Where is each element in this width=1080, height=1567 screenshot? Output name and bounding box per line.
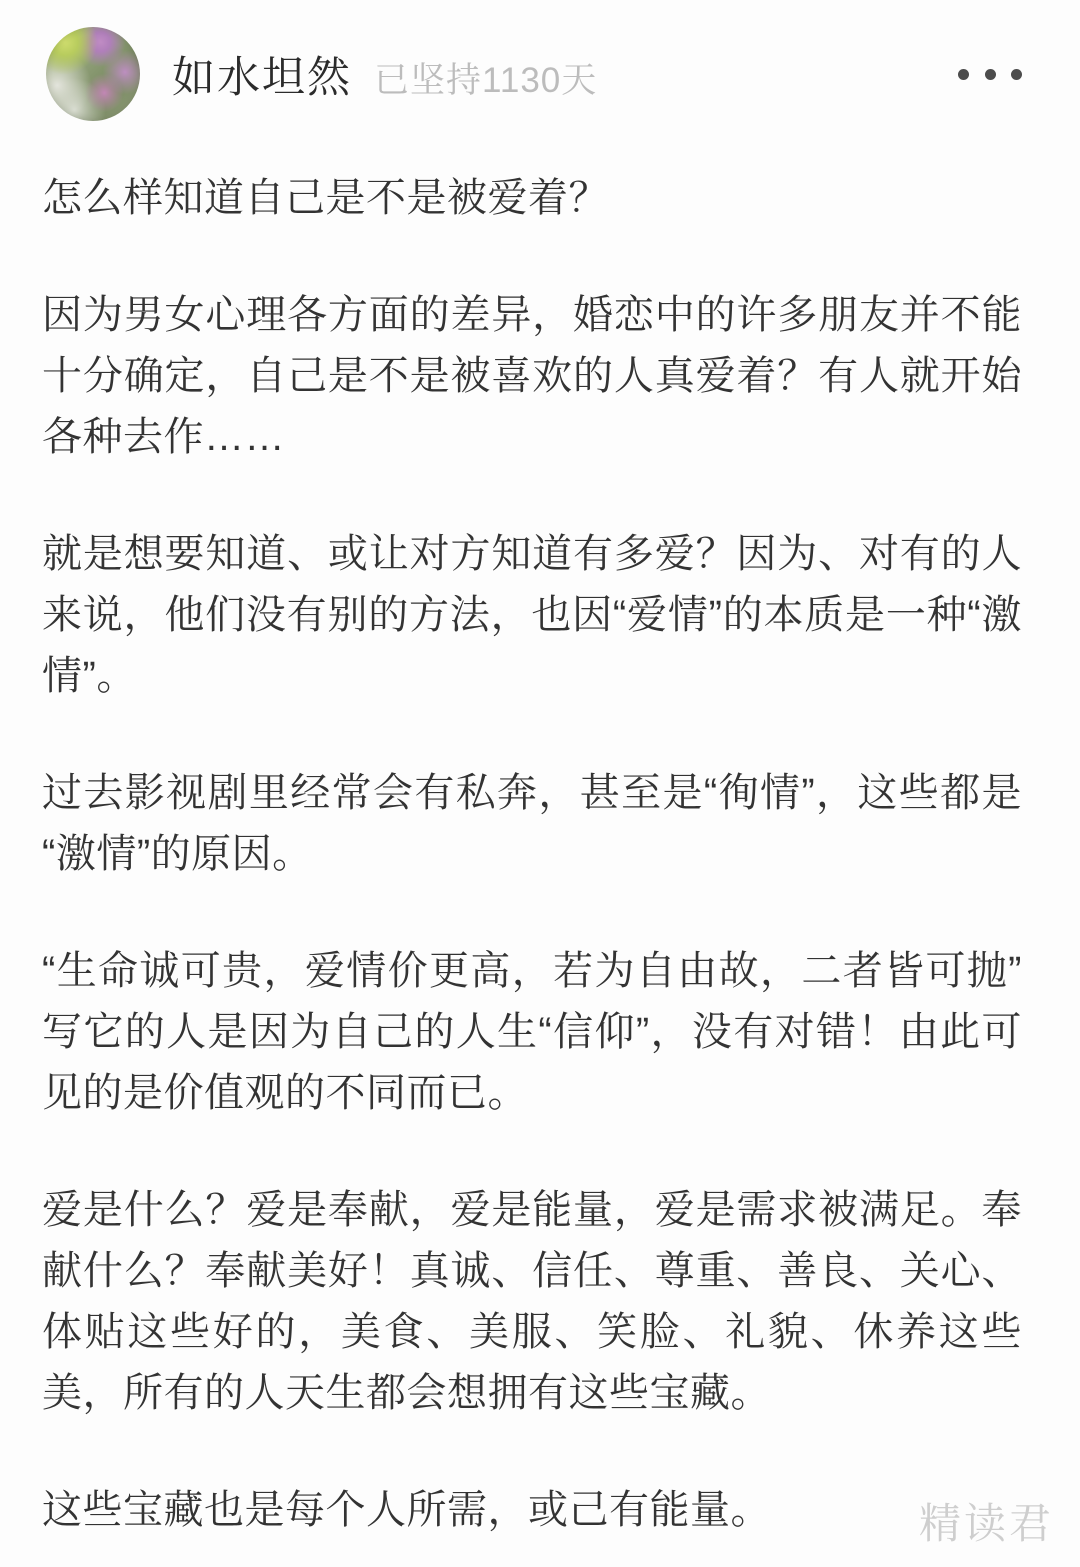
post-paragraph: 怎么样知道自己是不是被爱着？: [42, 176, 609, 220]
post-paragraph: 就是想要知道、或让对方知道有多爱？因为、对有的人来说，他们没有别的方法，也因“爱情”的本质是一种“激情”。: [42, 532, 1022, 698]
username[interactable]: 如水坦然: [172, 53, 352, 102]
avatar[interactable]: [46, 27, 140, 121]
post-header: [0, 0, 1080, 122]
post-paragraph: 爱是什么？爱是奉献，爱是能量，爱是需求被满足。奉献什么？奉献美好！真诚、信任、尊重、善良、关心、体贴这些好的，美食、美服、笑脸、礼貌、休养这些美，所有的人天生都会想拥有这些宝藏。: [42, 1188, 1022, 1415]
more-options-button[interactable]: [958, 56, 1022, 92]
ellipsis-dot-icon: [985, 69, 996, 80]
watermark: 精读君: [918, 1500, 1054, 1547]
ellipsis-dot-icon: [958, 69, 969, 80]
post-paragraph: 这些宝藏也是每个人所需，或己有能量。: [42, 1488, 771, 1532]
post-paragraph: 过去影视剧里经常会有私奔，甚至是“徇情”，这些都是“激情”的原因。: [42, 771, 1022, 876]
post-body: [0, 122, 1080, 1541]
ellipsis-dot-icon: [1011, 69, 1022, 80]
post-paragraph: 因为男女心理各方面的差异，婚恋中的许多朋友并不能十分确定，自己是不是被喜欢的人真爱着？有人就开始各种去作……: [42, 293, 1022, 459]
post-paragraph: “生命诚可贵，爱情价更高，若为自由故，二者皆可抛”写它的人是因为自己的人生“信仰”，没有对错！由此可见的是价值观的不同而已。: [42, 949, 1022, 1115]
streak-badge: 已坚持1130天: [374, 60, 598, 100]
author-info: [172, 44, 597, 105]
